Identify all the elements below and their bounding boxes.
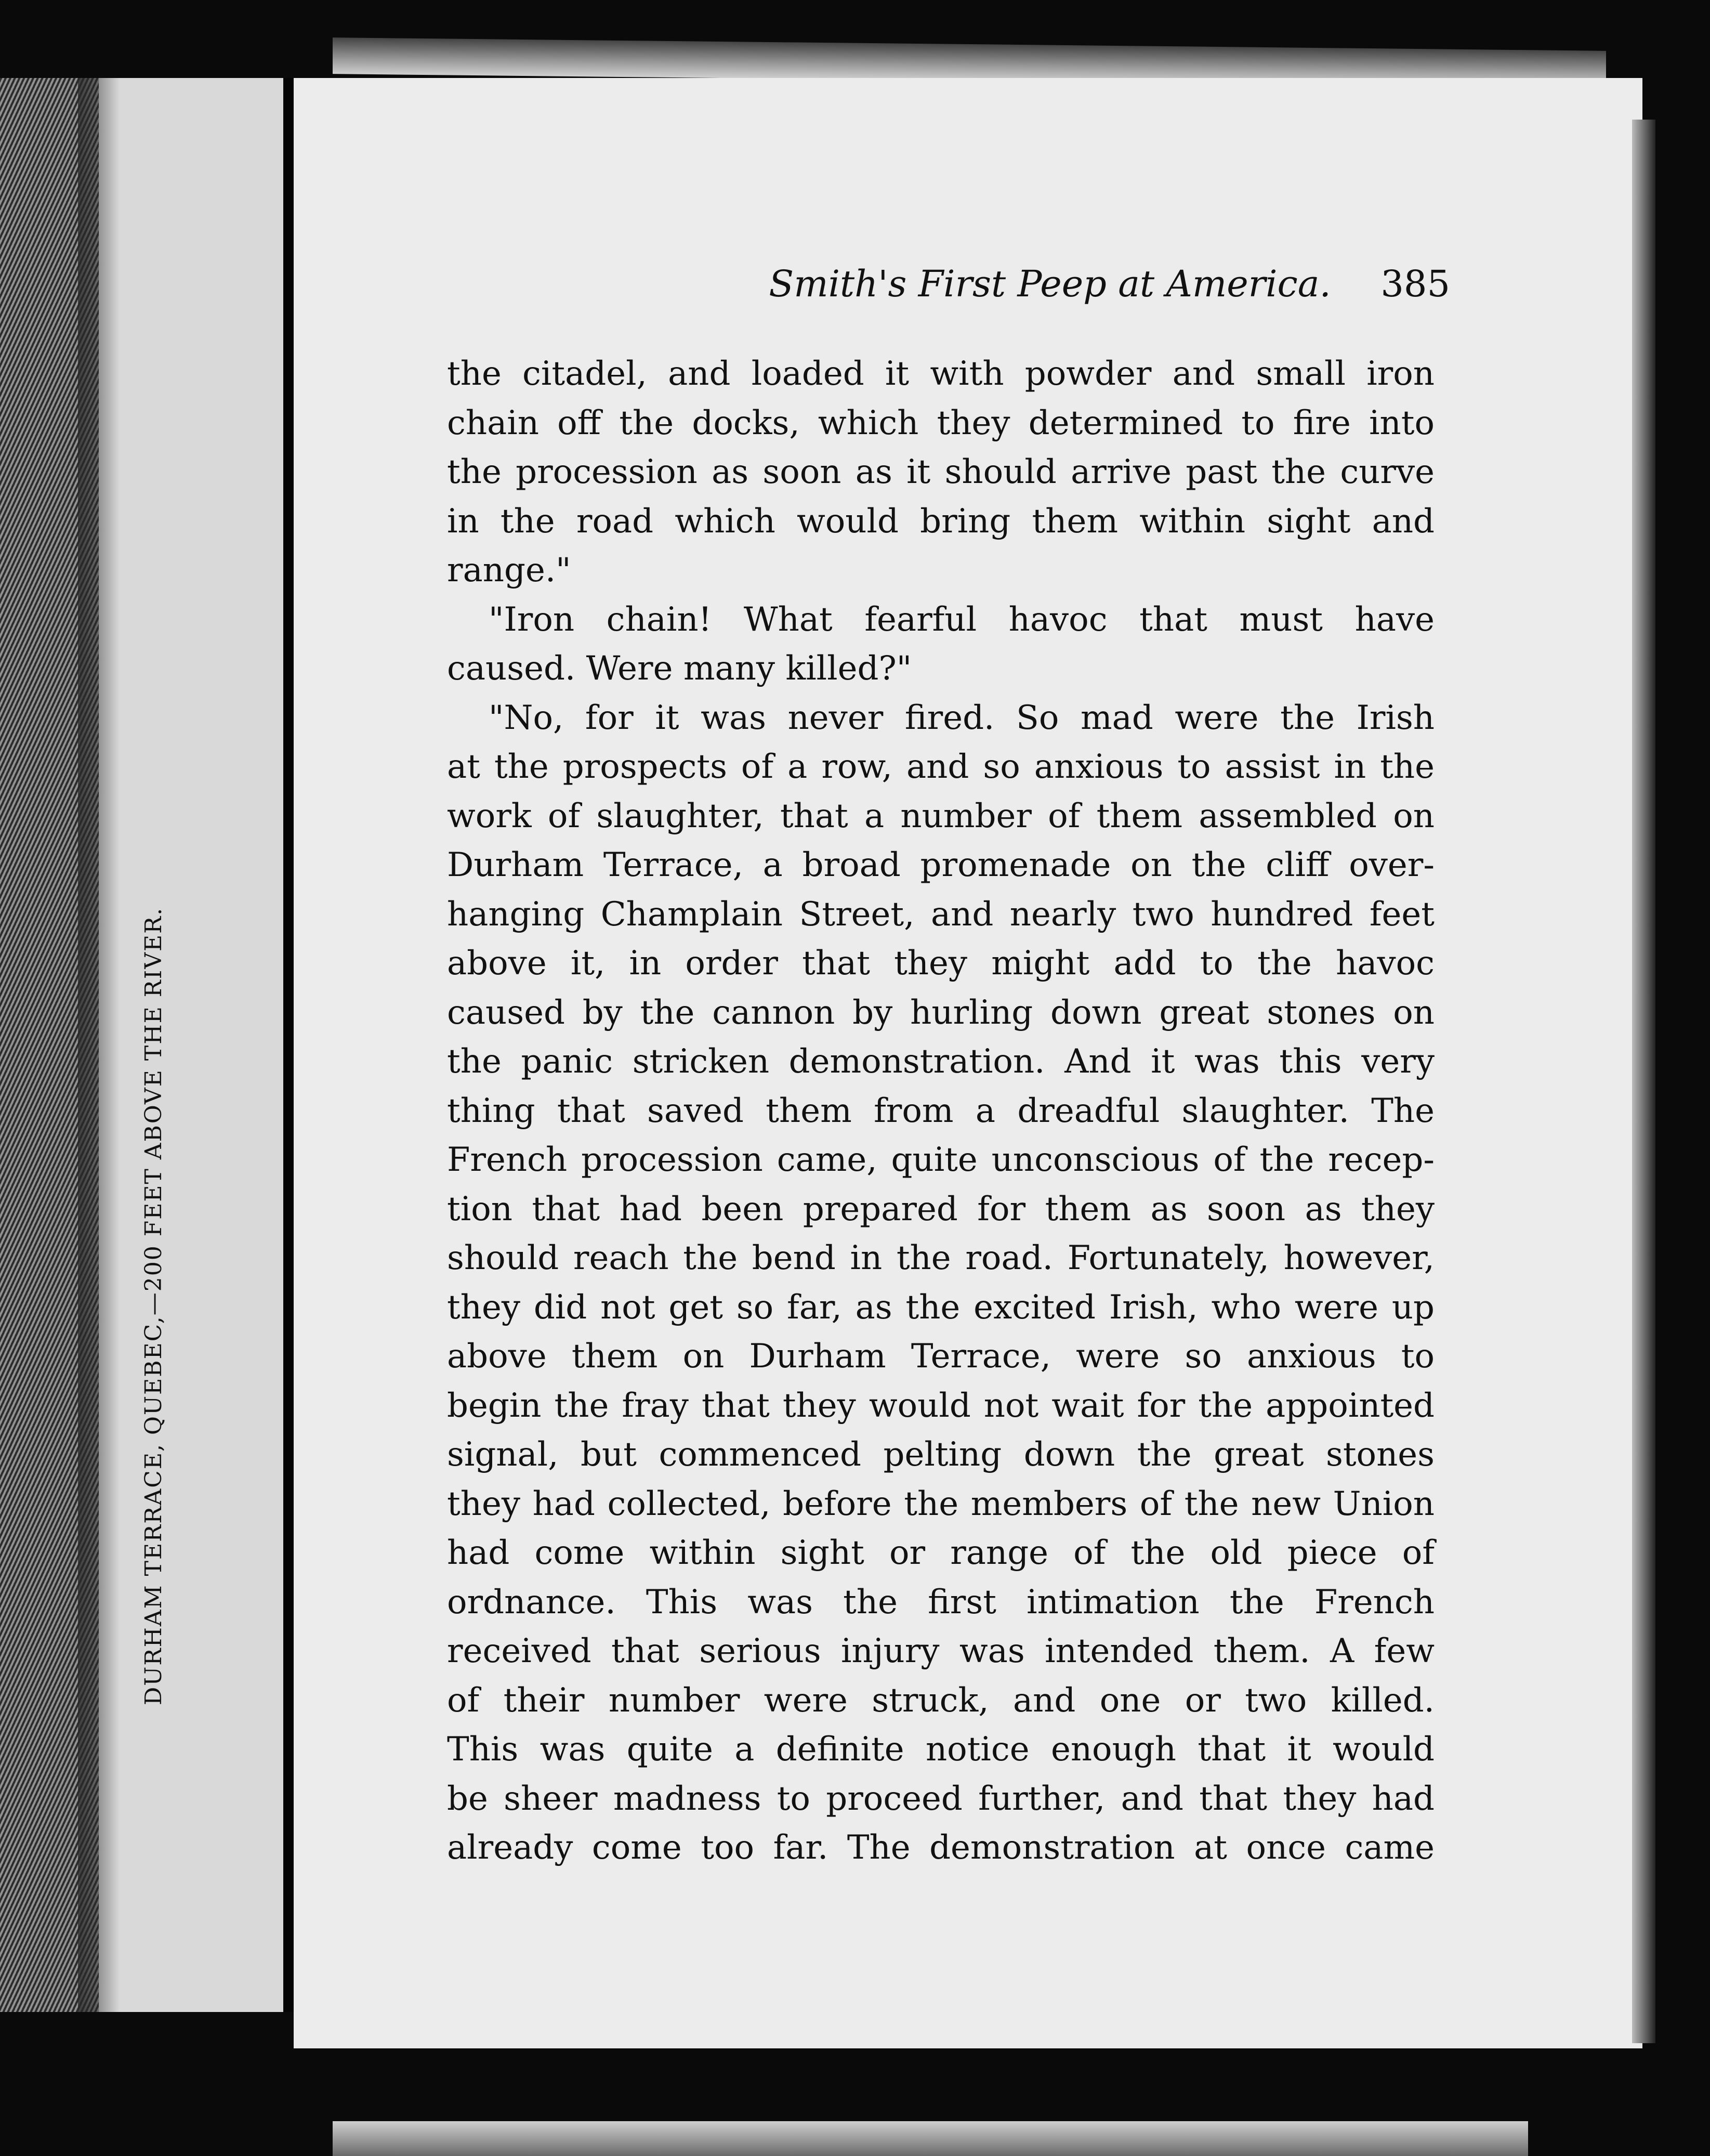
- text-line: caused. Were many killed?": [447, 649, 912, 688]
- text-line: in the road which would bring them within sight and: [447, 502, 1435, 541]
- text-line: range.": [447, 551, 571, 590]
- text-line: caused by the cannon by hurling down great stones on: [447, 993, 1435, 1032]
- text-line: at the prospects of a row, and so anxious to assist in the: [447, 748, 1435, 786]
- text-line: signal, but commenced pelting down the great stones: [447, 1435, 1435, 1474]
- engraving-fade: [78, 78, 120, 2012]
- text-line: chain off the docks, which they determined to fire into: [447, 403, 1435, 442]
- text-line: This was quite a definite notice enough that it would: [447, 1730, 1435, 1769]
- bottom-page-edge: [333, 2121, 1528, 2156]
- text-line: tion that had been prepared for them as soon as they: [447, 1190, 1435, 1229]
- text-line: the panic stricken demonstration. And it was this very: [447, 1042, 1435, 1081]
- text-line: had come within sight or range of the old piece of: [447, 1534, 1435, 1572]
- text-line: hanging Champlain Street, and nearly two hundred feet: [447, 895, 1435, 934]
- text-line: work of slaughter, that a number of them assembled on: [447, 796, 1435, 835]
- running-head: Smith's First Peep at America.: [769, 263, 1331, 305]
- text-line: "Iron chain! What fearful havoc that must have: [489, 600, 1435, 639]
- text-line: thing that saved them from a dreadful slaughter. The: [447, 1091, 1435, 1130]
- text-line: "No, for it was never fired. So mad were the Irish: [489, 698, 1435, 737]
- book-gutter: [283, 78, 294, 2012]
- text-line: French procession came, quite unconscious of the recep-: [447, 1141, 1435, 1179]
- text-line: should reach the bend in the road. Fortunately, however,: [447, 1239, 1435, 1277]
- right-page-edge: [1632, 120, 1655, 2043]
- left-facing-page: [0, 78, 283, 2012]
- text-line: above them on Durham Terrace, were so anxious to: [447, 1337, 1435, 1376]
- text-line: they had collected, before the members of the new Union: [447, 1484, 1435, 1523]
- text-line: ordnance. This was the first intimation the French: [447, 1583, 1435, 1622]
- body-text: [447, 349, 1435, 1873]
- text-line: be sheer madness to proceed further, and that they had: [447, 1779, 1435, 1818]
- text-line: the citadel, and loaded it with powder and small iron: [447, 355, 1435, 393]
- page-number: 385: [1380, 263, 1450, 305]
- text-line: begin the fray that they would not wait for the appointed: [447, 1386, 1435, 1425]
- text-line: Durham Terrace, a broad promenade on the cliff over-: [447, 846, 1435, 884]
- text-line: already come too far. The demonstration at once came: [447, 1828, 1435, 1867]
- text-line: of their number were struck, and one or two killed.: [447, 1681, 1435, 1720]
- text-line: received that serious injury was intended them. A few: [447, 1632, 1435, 1670]
- text-line: they did not get so far, as the excited Irish, who were up: [447, 1288, 1435, 1327]
- text-line: above it, in order that they might add to the havoc: [447, 944, 1435, 983]
- illustration-caption: DURHAM TERRACE, QUEBEC,—200 FEET ABOVE THE RIVER.: [140, 907, 167, 1705]
- text-line: the procession as soon as it should arrive past the curve: [447, 453, 1435, 491]
